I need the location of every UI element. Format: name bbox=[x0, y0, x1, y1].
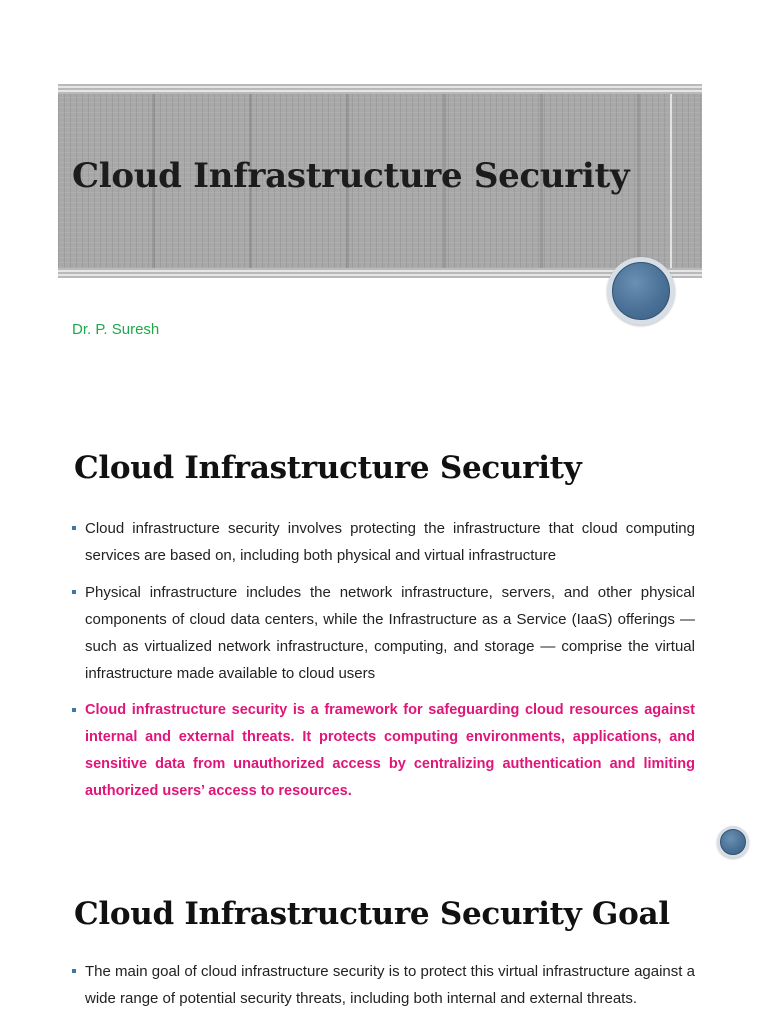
bullet-marker bbox=[72, 708, 76, 712]
banner-bottom-rule-inner bbox=[58, 270, 702, 272]
decorative-circle-large-fill bbox=[612, 262, 670, 320]
bullet-marker bbox=[72, 969, 76, 973]
decorative-circle-small bbox=[717, 826, 749, 858]
bullet-item bbox=[72, 958, 695, 1012]
bullet-marker bbox=[72, 526, 76, 530]
bullet-marker bbox=[72, 590, 76, 594]
banner-top-rule bbox=[58, 86, 702, 88]
banner-top-rule-inner bbox=[58, 90, 702, 92]
bullet-text: Cloud infrastructure security involves protecting the infrastructure that cloud computing services are based on, including both physical and virtual infrastructure bbox=[85, 520, 695, 564]
slide-title: Cloud Infrastructure Security bbox=[72, 156, 630, 196]
section-heading: Cloud Infrastructure Security bbox=[74, 450, 582, 486]
banner-bottom-rule bbox=[58, 274, 702, 276]
section-heading: Cloud Infrastructure Security Goal bbox=[74, 896, 670, 932]
bullet-list bbox=[72, 515, 695, 815]
bullet-text: Physical infrastructure includes the network infrastructure, servers, and other physical components of cloud data centers, while the Infrastructure as a Service (IaaS) offerings — such as virtualized network infrastructure, computing, and storage — comprise the virtual infrastructure made available to cloud users bbox=[85, 584, 695, 682]
bullet-item bbox=[72, 515, 695, 569]
author-name: Dr. P. Suresh bbox=[72, 321, 160, 338]
bullet-item bbox=[72, 579, 695, 687]
decorative-circle-small-fill bbox=[720, 829, 746, 855]
bullet-text: The main goal of cloud infrastructure security is to protect this virtual infrastructure against a wide range of potential security threats, including both internal and external threats. bbox=[85, 963, 695, 1007]
banner-right-rule bbox=[670, 94, 672, 268]
decorative-circle-large bbox=[607, 257, 675, 325]
bullet-list bbox=[72, 958, 695, 1022]
title-banner bbox=[58, 84, 702, 278]
bullet-text: Cloud infrastructure security is a framework for safeguarding cloud resources against internal and external threats. It protects computing environments, applications, and sensitive data from unauthorized access by centralizing authentication and limiting authorized users’ access to resources. bbox=[85, 702, 695, 799]
highlighted-bullet-item bbox=[72, 697, 695, 805]
